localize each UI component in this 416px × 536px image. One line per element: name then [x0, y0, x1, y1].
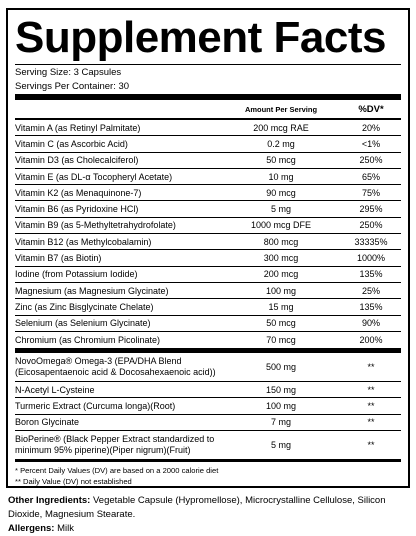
ingredient-amount: 800 mcg: [263, 236, 299, 247]
ingredient-name: NovoOmega® Omega-3 (EPA/DHA Blend (Eicosapentaenoic acid & Docosahexaenoic acid)): [15, 355, 216, 378]
table-row: [15, 283, 401, 299]
ingredient-dv: **: [367, 362, 375, 373]
ingredient-amount: 90 mcg: [266, 187, 296, 198]
ingredient-name: Vitamin B9 (as 5-Methyltetrahydrofolate): [15, 220, 176, 231]
table-row: [15, 218, 401, 234]
table-row: [15, 332, 401, 348]
ingredient-name: Vitamin B7 (as Biotin): [15, 253, 102, 264]
ingredient-dv: 65%: [361, 171, 380, 182]
ingredient-dv: 200%: [359, 335, 383, 345]
ingredient-name: Vitamin C (as Ascorbic Acid): [15, 138, 128, 149]
ingredient-amount: 5 mg: [270, 204, 291, 215]
table-row: [15, 431, 401, 460]
ingredient-name: Chromium (as Chromium Picolinate): [15, 335, 161, 345]
amount-header: Amount Per Serving: [244, 104, 318, 114]
ingredient-amount: 10 mg: [268, 171, 294, 182]
ingredient-amount: 15 mg: [268, 301, 294, 312]
table-row: [15, 415, 401, 431]
table-row: [15, 316, 401, 332]
ingredient-amount: 5 mg: [270, 440, 291, 451]
ingredient-name: Magnesium (as Magnesium Glycinate): [15, 285, 169, 296]
table-row: [15, 153, 401, 169]
ingredient-amount: 150 mg: [265, 384, 297, 395]
other-ingredient-list: [15, 353, 401, 460]
ingredient-dv: **: [367, 384, 375, 395]
serving-size: Serving Size: 3 Capsules: [15, 64, 401, 79]
nutrient-list: [15, 120, 401, 348]
table-row: [15, 398, 401, 414]
table-row: [15, 169, 401, 185]
footnote-not-established: ** Daily Value (DV) not established: [15, 477, 132, 487]
ingredient-name: Vitamin K2 (as Menaquinone-7): [15, 187, 142, 198]
ingredient-amount: 200 mcg: [263, 269, 299, 280]
ingredient-amount: 7 mg: [270, 417, 291, 428]
table-row: [15, 299, 401, 315]
supplement-facts-panel: [6, 8, 410, 488]
allergens-text: Milk: [57, 523, 74, 534]
ingredient-amount: 70 mcg: [266, 335, 296, 345]
ingredient-name: Vitamin B6 (as Pyridoxine HCl): [15, 204, 139, 215]
ingredient-dv: 135%: [359, 301, 383, 312]
ingredient-dv: 295%: [359, 204, 383, 215]
ingredient-amount: 50 mcg: [266, 318, 296, 329]
ingredient-name: Iodine (from Potassium Iodide): [15, 269, 138, 280]
table-row: [15, 136, 401, 152]
table-row: [15, 234, 401, 250]
ingredient-amount: 50 mcg: [266, 155, 296, 166]
table-row: [15, 382, 401, 398]
ingredient-amount: 300 mcg: [263, 253, 299, 264]
ingredient-name: Selenium (as Selenium Glycinate): [15, 318, 151, 329]
allergens-label: Allergens:: [8, 523, 55, 534]
footnotes: [15, 460, 401, 487]
ingredient-dv: 75%: [361, 187, 380, 198]
ingredient-amount: 1000 mcg DFE: [250, 220, 312, 231]
table-row: [15, 353, 401, 382]
ingredient-amount: 100 mg: [265, 285, 297, 296]
ingredient-dv: 1000%: [356, 253, 386, 264]
table-row: [15, 120, 401, 136]
ingredient-dv: <1%: [361, 138, 381, 149]
table-row: [15, 201, 401, 217]
ingredient-name: N-Acetyl L-Cysteine: [15, 384, 95, 395]
ingredient-amount: 500 mg: [265, 362, 297, 373]
ingredient-dv: **: [367, 401, 375, 412]
panel-title: Supplement Facts: [15, 13, 386, 62]
ingredient-dv: **: [367, 417, 375, 428]
ingredient-dv: 135%: [359, 269, 383, 280]
ingredient-name: Vitamin A (as Retinyl Palmitate): [15, 122, 141, 133]
ingredient-amount: 200 mcg RAE: [253, 122, 309, 133]
ingredient-name: Vitamin D3 (as Cholecalciferol): [15, 155, 139, 166]
ingredient-name: Zinc (as Zinc Bisglycinate Chelate): [15, 301, 154, 312]
ingredient-dv: 90%: [361, 318, 380, 329]
ingredient-name: Boron Glycinate: [15, 417, 80, 428]
ingredient-amount: 100 mg: [265, 401, 297, 412]
table-header: [15, 100, 401, 120]
table-row: [15, 250, 401, 266]
ingredient-dv: 25%: [361, 285, 380, 296]
dv-header: %DV*: [358, 103, 384, 115]
servings-per-container: Servings Per Container: 30: [15, 81, 130, 92]
ingredient-dv: 250%: [359, 220, 383, 231]
footnote-dv: * Percent Daily Values (DV) are based on a 2000 calorie diet: [15, 466, 219, 476]
ingredient-dv: 20%: [361, 122, 380, 133]
ingredient-dv: 33335%: [354, 236, 388, 247]
ingredient-dv: 250%: [359, 155, 383, 166]
ingredient-dv: **: [367, 440, 375, 451]
ingredient-name: Vitamin B12 (as Methylcobalamin): [15, 236, 152, 247]
other-ingredients: [8, 494, 412, 536]
ingredient-name: BioPerine® (Black Pepper Extract standardized to minimum 95% piperine)(Piper nigrum)(Fruit): [15, 433, 215, 456]
ingredient-amount: 0.2 mg: [267, 138, 295, 149]
table-row: [15, 267, 401, 283]
ingredient-name: Turmeric Extract (Curcuma longa)(Root): [15, 401, 176, 412]
other-ingredients-label: Other Ingredients:: [8, 495, 91, 506]
ingredient-name: Vitamin E (as DL-α Tocopheryl Acetate): [15, 171, 173, 182]
table-row: [15, 185, 401, 201]
other-ingredients-text: Vegetable Capsule (Hypromellose), Microcrystalline Cellulose, Silicon Dioxide, Magnesium Stearate.: [8, 495, 386, 520]
